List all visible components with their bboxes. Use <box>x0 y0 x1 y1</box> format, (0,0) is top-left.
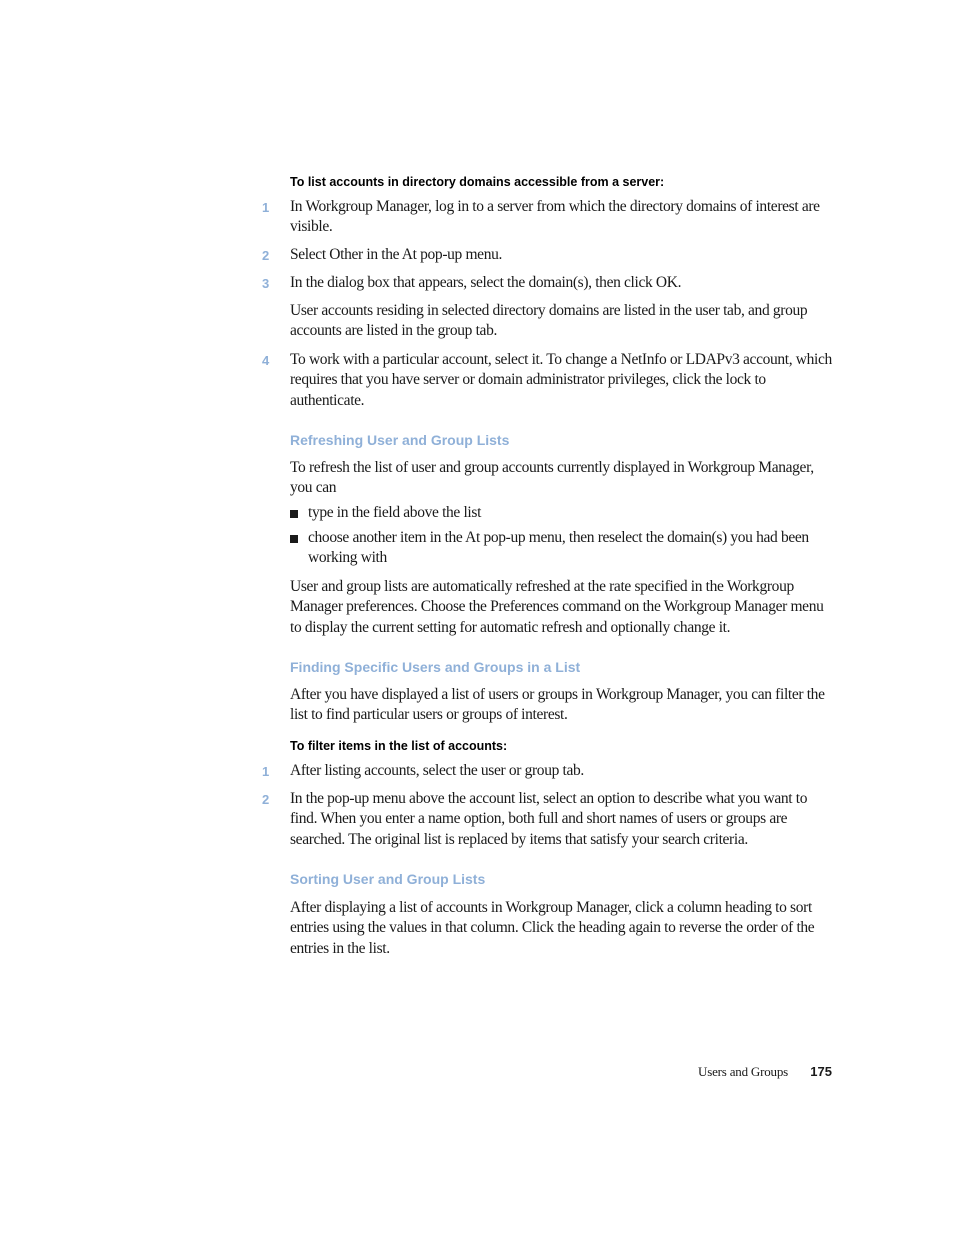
footer-chapter: Users and Groups <box>698 1064 788 1079</box>
bullet-icon <box>290 510 298 518</box>
procedure-lead-in: To filter items in the list of accounts: <box>290 739 508 753</box>
step-number: 1 <box>262 200 270 215</box>
step-note: User accounts residing in selected directory domains are listed in the user tab, and group accounts are listed in the group tab. <box>290 302 808 340</box>
paragraph: After displaying a list of accounts in Workgroup Manager, click a column heading to sort entries using the values in that column. Click the heading again to reverse the order of the entries in the list. <box>290 899 815 957</box>
step-text: Select Other in the At pop-up menu. <box>290 246 503 263</box>
bullet-item: choose another item in the At pop-up menu, then reselect the domain(s) you had been working with <box>308 529 809 567</box>
bullet-item: type in the field above the list <box>308 504 482 521</box>
procedure-lead-in: To list accounts in directory domains accessible from a server: <box>290 175 665 189</box>
paragraph: To refresh the list of user and group accounts currently displayed in Workgroup Manager, you can <box>290 459 814 497</box>
section-heading-refreshing: Refreshing User and Group Lists <box>290 432 510 448</box>
step-text: To work with a particular account, select it. To change a NetInfo or LDAPv3 account, which requires that you have server or domain administrator privileges, click the lock to authenticate. <box>290 351 832 409</box>
section-heading-sorting: Sorting User and Group Lists <box>290 871 486 887</box>
step-number: 4 <box>262 353 270 368</box>
paragraph: User and group lists are automatically refreshed at the rate specified in the Workgroup Manager preferences. Choose the Preferences command on the Workgroup Manager menu to display the current setting for automatic refresh and optionally change it. <box>290 578 824 636</box>
bullet-icon <box>290 535 298 543</box>
step-number: 3 <box>262 276 270 291</box>
step-number: 2 <box>262 248 270 263</box>
step-text: After listing accounts, select the user or group tab. <box>290 762 584 779</box>
step-text: In the dialog box that appears, select the domain(s), then click OK. <box>290 274 682 291</box>
step-text: In Workgroup Manager, log in to a server from which the directory domains of interest are visible. <box>290 198 820 236</box>
step-number: 1 <box>262 764 270 779</box>
step-text: In the pop-up menu above the account list, select an option to describe what you want to find. When you enter a name option, both full and short names of users or groups are searched. The original list is replaced by items that satisfy your search criteria. <box>290 790 808 848</box>
section-heading-finding: Finding Specific Users and Groups in a List <box>290 659 581 675</box>
paragraph: After you have displayed a list of users or groups in Workgroup Manager, you can filter the list to find particular users or groups of interest. <box>290 686 825 724</box>
step-number: 2 <box>262 792 270 807</box>
page-number: 175 <box>810 1064 832 1079</box>
